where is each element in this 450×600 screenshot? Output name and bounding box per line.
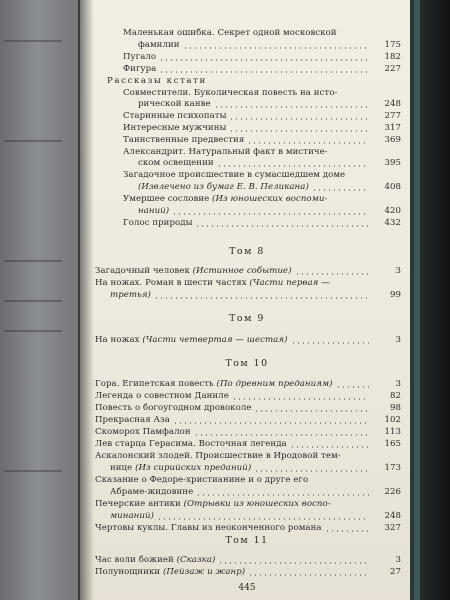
- toc-entry-title: [110, 463, 251, 474]
- toc-entry-page-number: 227: [384, 64, 401, 74]
- toc-entry-title: [110, 487, 193, 498]
- toc-entry: [80, 511, 414, 522]
- toc-entry-page-number: 3: [395, 266, 401, 276]
- toc-entry-text: Скоморох Памфалон: [95, 427, 191, 437]
- toc-entry: [80, 266, 414, 277]
- toc-entry-text: Прекрасная Аза: [95, 415, 170, 425]
- dot-leader: [325, 530, 369, 532]
- toc-entry-page-number: 3: [395, 335, 401, 345]
- book-page: [80, 0, 414, 600]
- dot-leader: [232, 398, 369, 400]
- dot-leader: [247, 142, 369, 144]
- toc-entry-page-number: 98: [389, 403, 401, 413]
- toc-entry-title: [123, 218, 192, 229]
- toc-entry-title: [123, 111, 226, 122]
- toc-entry-text: Таинственные предвестия: [123, 135, 245, 145]
- toc-entry-title: [95, 427, 191, 438]
- toc-entry: [80, 379, 414, 390]
- toc-entry-title: [123, 194, 327, 205]
- toc-entry-text: Гора. Египетская повесть: [95, 379, 217, 389]
- toc-entry-text: Фигура: [123, 64, 157, 74]
- table-of-contents: [80, 0, 414, 600]
- volume-heading: Том 9: [229, 313, 265, 324]
- toc-entry: [80, 427, 414, 438]
- dot-leader: [229, 118, 369, 120]
- page-number: 445: [238, 583, 256, 593]
- toc-entry-text: нице: [110, 463, 136, 473]
- toc-entry-text: Чертовы куклы. Главы из неоконченного романа: [95, 523, 322, 533]
- toc-entry: [80, 278, 414, 289]
- toc-entry-page-number: 165: [384, 439, 401, 449]
- toc-entry: [80, 206, 414, 217]
- toc-entry-text: Повесть о богоугодном дровоколе: [95, 403, 252, 413]
- toc-entry: [80, 123, 414, 134]
- toc-entry: [80, 403, 414, 414]
- toc-entry-subtitle: (По древним преданиям): [216, 379, 333, 389]
- dot-leader: [172, 213, 369, 215]
- dot-leader: [159, 59, 369, 61]
- toc-entry: [80, 475, 414, 486]
- toc-entry-text: фамилии: [138, 40, 180, 50]
- bleed-through-line: [4, 260, 62, 262]
- toc-entry: [80, 218, 414, 229]
- toc-entry-text: Легенда о совестном Даниле: [95, 391, 229, 401]
- toc-entry-title: [95, 439, 287, 450]
- toc-entry-page-number: 369: [384, 135, 401, 145]
- toc-entry-title: [110, 290, 151, 301]
- toc-entry-page-number: 327: [384, 523, 401, 533]
- toc-entry-subtitle: (Из юношеских воспоми-: [212, 194, 328, 204]
- toc-entry-title: [123, 147, 328, 158]
- toc-entry: [80, 28, 414, 39]
- toc-entry-title: [95, 278, 330, 289]
- toc-entry-text: На ножах. Роман в шести частях: [95, 278, 250, 288]
- toc-entry-text: Александрит. Натуральный факт в мистиче-: [123, 147, 328, 157]
- toc-entry-text: Старинные психопаты: [123, 111, 227, 121]
- toc-entry-title: [123, 52, 156, 63]
- toc-entry-title: [123, 64, 156, 75]
- toc-entry: [80, 439, 414, 450]
- toc-entry-title: [123, 88, 337, 99]
- toc-entry-subtitle: наний): [138, 206, 170, 216]
- toc-entry-page-number: 248: [384, 511, 401, 521]
- toc-entry-page-number: 82: [389, 391, 401, 401]
- toc-entry: [80, 555, 414, 566]
- toc-entry: [80, 111, 414, 122]
- dot-leader: [217, 165, 369, 167]
- toc-entry-text: Полунощники: [95, 567, 163, 577]
- toc-entry-title: [95, 555, 215, 566]
- dot-leader: [229, 130, 369, 132]
- toc-entry: [80, 335, 414, 346]
- toc-entry-title: [138, 182, 309, 193]
- toc-entry: [80, 463, 414, 474]
- dot-leader: [194, 434, 369, 436]
- toc-entry-subtitle: (Из сирийских преданий): [135, 463, 252, 473]
- toc-entry-text: Лев старца Герасима. Восточная легенда: [95, 439, 287, 449]
- dot-leader: [336, 386, 369, 388]
- toc-entry-title: [123, 135, 244, 146]
- toc-entry: [80, 170, 414, 181]
- toc-entry-title: [95, 266, 292, 277]
- toc-entry-page-number: 226: [384, 487, 401, 497]
- toc-entry: [80, 523, 414, 534]
- toc-entry-page-number: 432: [384, 218, 401, 228]
- dot-leader: [157, 518, 369, 520]
- toc-entry-subtitle: (Отрывки из юношеских воспо-: [183, 499, 331, 509]
- toc-entry-title: [95, 379, 333, 390]
- toc-entry-title: [123, 28, 337, 39]
- dot-leader: [154, 297, 369, 299]
- toc-entry-title: [123, 123, 226, 134]
- dot-leader: [196, 494, 369, 496]
- section-title: Рассказы кстати: [107, 76, 207, 86]
- dot-leader: [290, 446, 369, 448]
- book-cover-edge: [410, 0, 450, 600]
- toc-entry: [80, 88, 414, 99]
- toc-entry-text: На ножах: [95, 335, 143, 345]
- dot-leader: [254, 410, 369, 412]
- toc-entry-text: Печерские антики: [95, 499, 184, 509]
- volume-heading: Том 8: [229, 246, 265, 257]
- toc-entry-page-number: 173: [384, 463, 401, 473]
- dot-leader: [173, 422, 369, 424]
- bleed-through-line: [4, 470, 62, 472]
- toc-entry-subtitle: (Части первая —: [249, 278, 330, 288]
- gutter-shadow: [78, 0, 94, 600]
- toc-entry-title: [95, 475, 308, 486]
- toc-entry-subtitle: (Части четвертая — шестая): [142, 335, 288, 345]
- toc-entry-title: [95, 451, 341, 462]
- bleed-through-line: [4, 330, 62, 332]
- toc-entry-title: [95, 523, 322, 534]
- toc-entry: [80, 487, 414, 498]
- toc-entry-page-number: 182: [384, 52, 401, 62]
- volume-heading: Том 11: [225, 535, 269, 546]
- bleed-through-line: [4, 140, 62, 142]
- toc-entry-text: Интересные мужчины: [123, 123, 227, 133]
- bleed-through-line: [4, 40, 62, 42]
- toc-entry-page-number: 277: [384, 111, 401, 121]
- toc-entry-page-number: 3: [395, 555, 401, 565]
- toc-entry-title: [138, 99, 211, 110]
- toc-entry-text: Загадочный человек: [95, 266, 193, 276]
- toc-entry-page-number: 102: [384, 415, 401, 425]
- toc-entry-title: [95, 335, 288, 346]
- dot-leader: [218, 562, 369, 564]
- toc-entry: [80, 52, 414, 63]
- toc-entry: [80, 194, 414, 205]
- toc-entry: [80, 290, 414, 301]
- toc-entry-title: [138, 206, 169, 217]
- dot-leader: [295, 273, 369, 275]
- toc-entry-page-number: 248: [384, 99, 401, 109]
- toc-entry-title: [95, 415, 170, 426]
- toc-entry-title: [123, 170, 345, 181]
- toc-entry-subtitle: (Пейзаж и жанр): [162, 567, 246, 577]
- toc-entry-title: [95, 499, 331, 510]
- toc-entry-page-number: 99: [389, 290, 401, 300]
- dot-leader: [183, 47, 369, 49]
- dot-leader: [159, 71, 369, 73]
- toc-entry: [80, 415, 414, 426]
- dot-leader: [312, 189, 369, 191]
- toc-entry-subtitle: (Истинное событие): [192, 266, 292, 276]
- toc-entry-title: [138, 158, 214, 169]
- toc-entry-text: рической канве: [138, 99, 211, 109]
- toc-entry: [80, 391, 414, 402]
- left-facing-page: [0, 0, 82, 600]
- toc-entry-text: ском освещении: [138, 158, 214, 168]
- toc-entry: [80, 99, 414, 110]
- toc-entry: [80, 158, 414, 169]
- toc-entry-page-number: 408: [384, 182, 401, 192]
- toc-entry-page-number: 317: [384, 123, 401, 133]
- toc-entry-text: Сказание о Федоре-христианине и о друге его: [95, 475, 309, 485]
- bleed-through-line: [4, 300, 62, 302]
- toc-entry-page-number: 3: [395, 379, 401, 389]
- toc-entry-text: Пугало: [123, 52, 157, 62]
- toc-entry-page-number: 27: [389, 567, 401, 577]
- toc-entry: [80, 567, 414, 578]
- toc-entry-text: Абраме-жидовине: [110, 487, 194, 497]
- toc-entry-text: Загадочное происшествие в сумасшедшем доме: [123, 170, 346, 180]
- toc-entry-title: [110, 511, 154, 522]
- toc-entry-title: [138, 40, 180, 51]
- toc-entry-text: Умершее сословие: [123, 194, 213, 204]
- toc-entry-title: [95, 567, 245, 578]
- toc-entry-title: [95, 391, 229, 402]
- toc-entry: [80, 451, 414, 462]
- dot-leader: [254, 470, 369, 472]
- toc-entry: [80, 182, 414, 193]
- dot-leader: [248, 574, 369, 576]
- toc-entry-page-number: 113: [384, 427, 401, 437]
- toc-entry-subtitle: (Извлечено из бумаг Е. В. Пеликана): [138, 182, 309, 192]
- cover-spine: [414, 0, 420, 600]
- toc-entry: [80, 64, 414, 75]
- toc-entry-subtitle: третья): [110, 290, 151, 300]
- toc-entry-text: Голос природы: [123, 218, 193, 228]
- toc-entry: [80, 499, 414, 510]
- toc-entry-subtitle: (Сказка): [176, 555, 216, 565]
- toc-entry-text: Совместители. Буколическая повесть на исто-: [123, 88, 338, 98]
- toc-entry-page-number: 175: [384, 40, 401, 50]
- toc-entry-page-number: 395: [384, 158, 401, 168]
- dot-leader: [195, 225, 369, 227]
- toc-entry-text: Маленькая ошибка. Секрет одной московской: [123, 28, 337, 38]
- toc-entry-text: Час воли божией: [95, 555, 177, 565]
- toc-entry: [80, 135, 414, 146]
- toc-entry-text: Аскалонский злодей. Происшествие в Иродовой тем-: [95, 451, 341, 461]
- toc-entry-title: [95, 403, 251, 414]
- toc-entry: [80, 40, 414, 51]
- volume-heading: Том 10: [225, 358, 269, 369]
- toc-entry: [80, 147, 414, 158]
- toc-entry-subtitle: минаний): [110, 511, 154, 521]
- toc-entry-page-number: 420: [384, 206, 401, 216]
- dot-leader: [291, 342, 369, 344]
- dot-leader: [214, 106, 369, 108]
